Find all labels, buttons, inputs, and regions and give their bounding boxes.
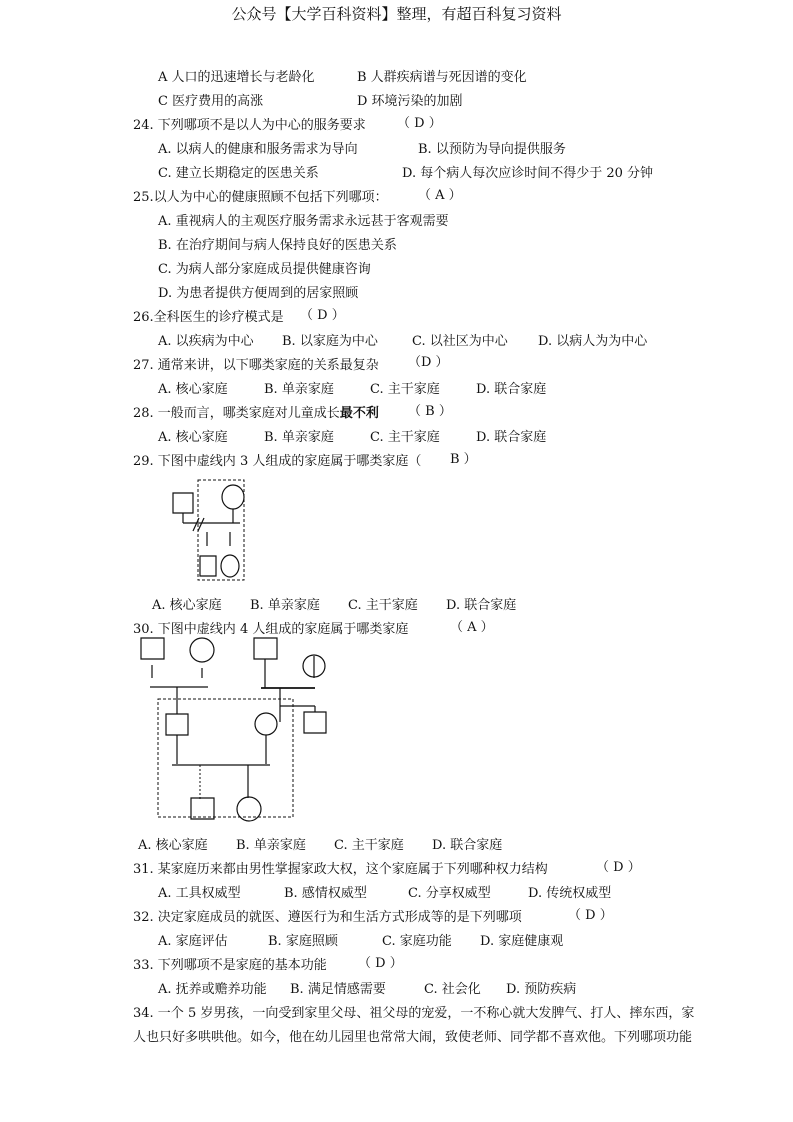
q28-answer: （ B ） <box>408 404 452 419</box>
q32-option-a: A. 家庭评估 <box>158 934 228 949</box>
q33-option-b: B. 满足情感需要 <box>290 982 386 997</box>
q26-option-c: C. 以社区为中心 <box>412 334 508 349</box>
q24-option-b: B. 以预防为导向提供服务 <box>418 142 566 157</box>
q33-stem: 33. 下列哪项不是家庭的基本功能 <box>133 958 327 973</box>
q23-option-a: A 人口的迅速增长与老龄化 <box>158 70 315 85</box>
q33-option-c: C. 社会化 <box>424 982 481 997</box>
q26-option-b: B. 以家庭为中心 <box>282 334 378 349</box>
q30-option-a: A. 核心家庭 <box>138 838 208 853</box>
q27-answer: （D ） <box>408 355 449 370</box>
q25-answer: （ A ） <box>418 188 462 203</box>
q30-dashed-boundary <box>158 699 293 817</box>
q26-option-d: D. 以病人为为中心 <box>538 334 648 349</box>
q23-option-d: D 环境污染的加剧 <box>357 94 463 109</box>
q29-answer: B ） <box>450 452 477 467</box>
q24-option-a: A. 以病人的健康和服务需求为导向 <box>158 142 358 157</box>
q32-option-c: C. 家庭功能 <box>382 934 452 949</box>
q31-answer: （ D ） <box>596 860 641 875</box>
page-header: 公众号【大学百科资料】整理，有超百科复习资料 <box>231 5 562 23</box>
q28-option-a: A. 核心家庭 <box>158 430 228 445</box>
q32-option-b: B. 家庭照顾 <box>268 934 338 949</box>
q27-stem: 27. 通常来讲，以下哪类家庭的关系最复杂 <box>133 358 379 373</box>
q24-option-d: D. 每个病人每次应诊时间不得少于 20 分钟 <box>402 166 654 181</box>
q25-option-b: B. 在治疗期间与病人保持良好的医患关系 <box>158 238 397 253</box>
q31-stem: 31. 某家庭历来都由男性掌握家政大权，这个家庭属于下列哪种权力结构 <box>133 862 548 877</box>
q28-option-d: D. 联合家庭 <box>476 430 547 445</box>
q27-option-d: D. 联合家庭 <box>476 382 547 397</box>
q26-stem: 26.全科医生的诊疗模式是 <box>133 310 284 325</box>
q25-stem: 25.以人为中心的健康照顾不包括下列哪项： <box>133 190 388 205</box>
q24-answer: （ D ） <box>397 116 442 131</box>
q25-option-a: A. 重视病人的主观医疗服务需求永远甚于客观需要 <box>158 214 449 229</box>
q29-option-c: C. 主干家庭 <box>348 598 418 613</box>
q29-divorce-slash-2 <box>198 518 204 531</box>
q30-left-grandmother-circle <box>190 638 214 662</box>
q25-option-d: D. 为患者提供方便周到的居家照顾 <box>158 286 359 301</box>
q30-option-d: D. 联合家庭 <box>432 838 503 853</box>
q31-option-a: A. 工具权威型 <box>158 886 241 901</box>
q33-option-d: D. 预防疾病 <box>506 982 577 997</box>
q33-option-a: A. 抚养或赡养功能 <box>158 982 267 997</box>
q30-stem: 30. 下图中虚线内 4 人组成的家庭属于哪类家庭 <box>133 622 409 637</box>
q31-option-c: C. 分享权威型 <box>408 886 491 901</box>
q28-stem-emphasis: 最不利 <box>339 406 379 421</box>
q28-stem-text: 28. 一般而言，哪类家庭对儿童成长 <box>133 406 340 421</box>
q27-option-b: B. 单亲家庭 <box>264 382 334 397</box>
q34-line-2: 人也只好多哄哄他。如今，他在幼儿园里也常常大闹，致使老师、同学都不喜欢他。下列哪项功能 <box>133 1030 693 1045</box>
q30-right-grandfather-square <box>254 638 277 659</box>
q30-answer: （ A ） <box>450 620 494 635</box>
q30-option-b: B. 单亲家庭 <box>236 838 306 853</box>
q28-stem <box>133 406 379 422</box>
q30-son-square <box>191 798 214 819</box>
q34-line-1: 34. 一个 5 岁男孩，一向受到家里父母、祖父母的宠爱，一不称心就大发脾气、打人、摔东西，家 <box>133 1006 695 1021</box>
q29-option-a: A. 核心家庭 <box>152 598 222 613</box>
q30-uncle-square <box>304 712 326 733</box>
q28-option-c: C. 主干家庭 <box>370 430 440 445</box>
q24-option-c: C. 建立长期稳定的医患关系 <box>158 166 319 181</box>
q29-father-square <box>173 493 193 513</box>
q30-mother-circle <box>255 713 277 735</box>
q29-daughter-circle <box>221 555 239 577</box>
q26-answer: （ D ） <box>300 308 345 323</box>
q25-option-c: C. 为病人部分家庭成员提供健康咨询 <box>158 262 371 277</box>
q27-option-a: A. 核心家庭 <box>158 382 228 397</box>
q26-option-a: A. 以疾病为中心 <box>158 334 254 349</box>
q31-option-b: B. 感情权威型 <box>284 886 367 901</box>
q31-option-d: D. 传统权威型 <box>528 886 612 901</box>
q33-answer: （ D ） <box>358 956 403 971</box>
q29-stem: 29. 下图中虚线内 3 人组成的家庭属于哪类家庭（ <box>133 454 422 469</box>
q29-option-b: B. 单亲家庭 <box>250 598 320 613</box>
q27-option-c: C. 主干家庭 <box>370 382 440 397</box>
q30-genogram <box>130 632 340 827</box>
q32-option-d: D. 家庭健康观 <box>480 934 564 949</box>
q24-stem: 24. 下列哪项不是以人为中心的服务要求 <box>133 118 366 133</box>
q29-option-d: D. 联合家庭 <box>446 598 517 613</box>
q28-option-b: B. 单亲家庭 <box>264 430 334 445</box>
q29-mother-circle <box>222 485 244 509</box>
q29-son-square <box>200 556 216 576</box>
q32-stem: 32. 决定家庭成员的就医、遵医行为和生活方式形成等的是下列哪项 <box>133 910 522 925</box>
q32-answer: （ D ） <box>568 908 613 923</box>
q30-option-c: C. 主干家庭 <box>334 838 404 853</box>
q23-option-c: C 医疗费用的高涨 <box>158 94 264 109</box>
q30-left-grandfather-square <box>141 638 164 659</box>
q30-father-square <box>166 714 188 735</box>
q23-option-b: B 人群疾病谱与死因谱的变化 <box>357 70 527 85</box>
q29-genogram <box>165 476 255 586</box>
